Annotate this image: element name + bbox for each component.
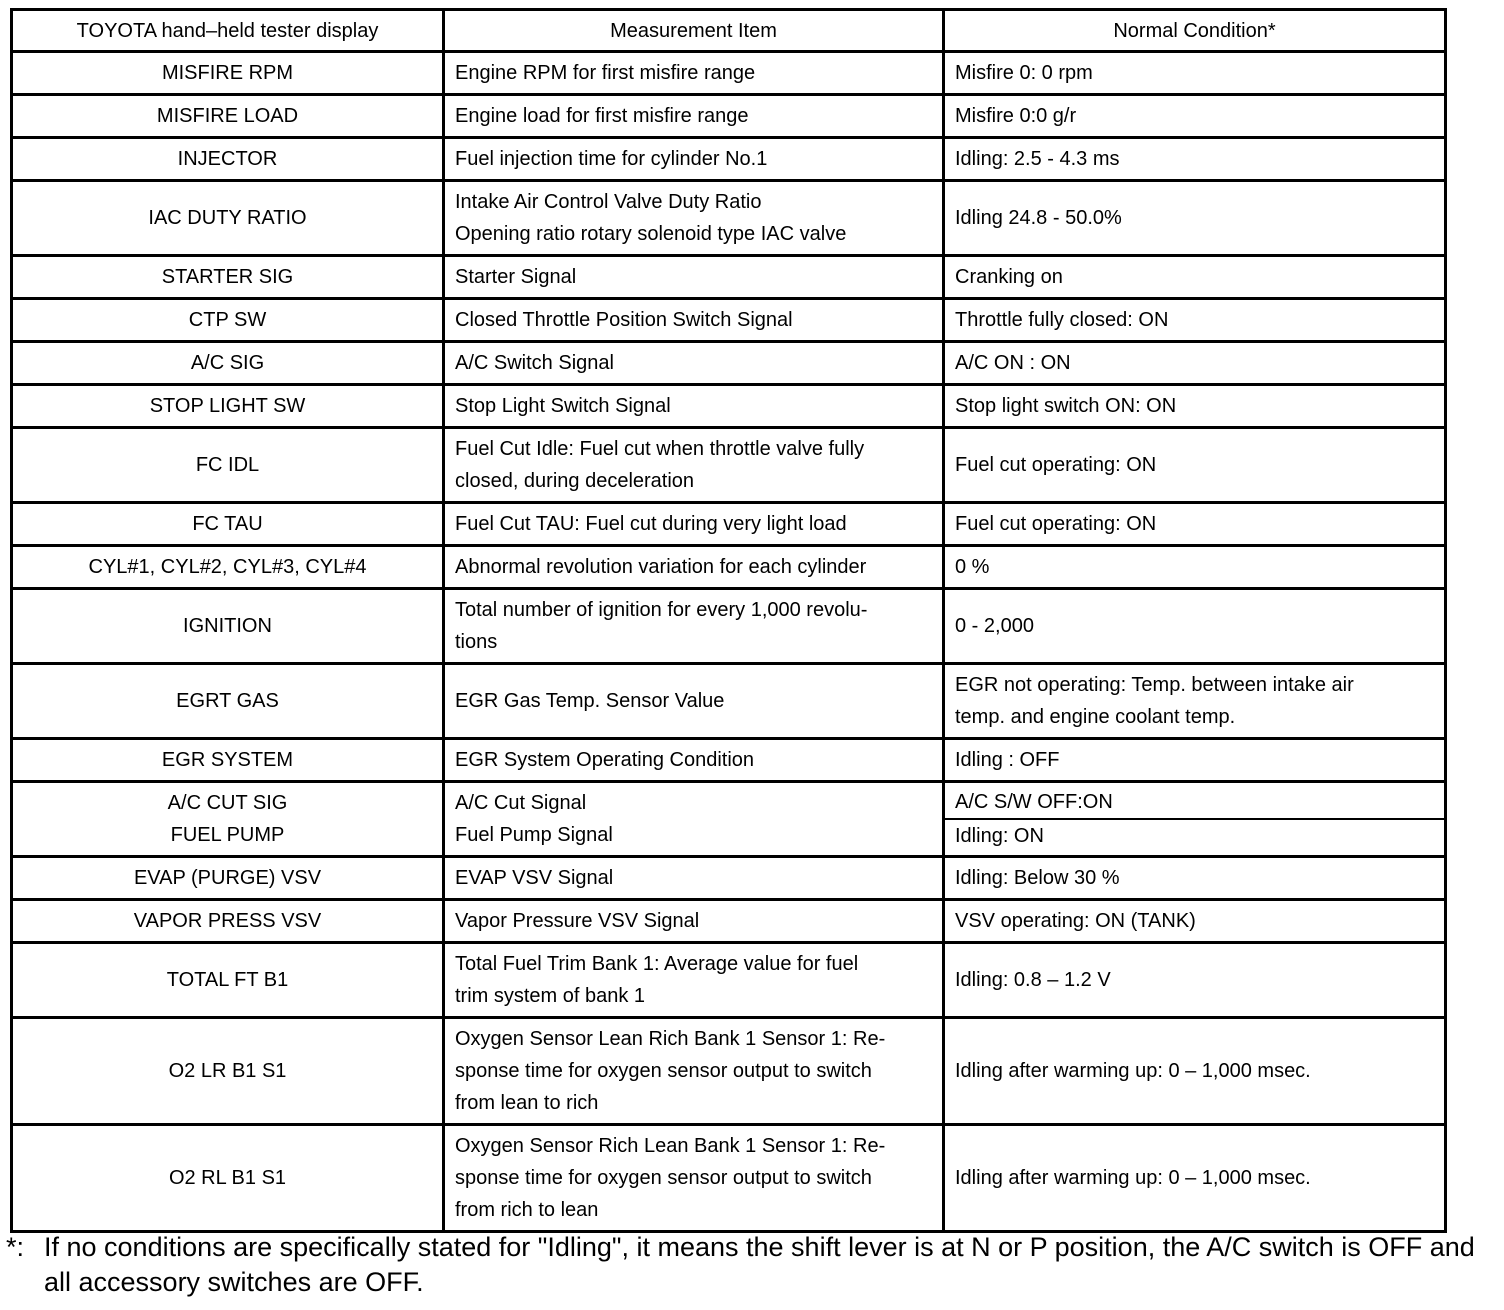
normal-condition-cell [944,589,1446,664]
cell-line: MISFIRE LOAD [156,105,299,127]
table-row [12,589,1446,664]
tester-display-cell [12,943,444,1018]
normal-condition-cell [944,138,1446,181]
cell-line: Stop light switch ON: ON [955,395,1177,417]
cell-line: EGRT GAS [176,690,279,712]
tester-display-cell [12,664,444,739]
cell-line: sponse time for oxygen sensor output to switch [455,1060,872,1082]
cell-line: CTP SW [188,309,267,331]
measurement-item-cell [444,385,944,428]
table-row [12,546,1446,589]
cell-line: Idling: ON [955,825,1044,847]
table-row [12,95,1446,138]
tester-display-cell [12,385,444,428]
tester-display-cell [12,256,444,299]
cell-line: EVAP VSV Signal [455,867,614,889]
cell-line: EVAP (PURGE) VSV [133,867,322,889]
header-tester-display: TOYOTA hand–held tester display [12,10,444,52]
cell-line: Idling after warming up: 0 – 1,000 msec. [955,1060,1311,1082]
cell-line: VSV operating: ON (TANK) [955,910,1196,932]
measurement-item-cell [444,1125,944,1232]
table-row [12,428,1446,503]
cell-line: trim system of bank 1 [455,985,646,1007]
footnote-marker: *: [6,1232,25,1262]
cell-line: CYL#1, CYL#2, CYL#3, CYL#4 [88,556,367,578]
cell-line: Idling 24.8 - 50.0% [955,207,1122,229]
table-row [12,52,1446,95]
cell-line: Fuel Cut Idle: Fuel cut when throttle valve fully [455,438,865,460]
measurement-item-cell [444,138,944,181]
measurement-item-cell [444,95,944,138]
table-row [12,900,1446,943]
table-row [12,503,1446,546]
cell-line: A/C ON : ON [955,352,1071,374]
normal-condition-cell [944,1125,1446,1232]
data-list-table [10,8,1447,1233]
cell-line: temp. and engine coolant temp. [955,706,1236,728]
cell-line: MISFIRE RPM [161,62,294,84]
measurement-item-cell [444,546,944,589]
measurement-item-cell [444,664,944,739]
cell-line: O2 LR B1 S1 [168,1060,287,1082]
measurement-item-cell [444,589,944,664]
measurement-item-cell [444,181,944,256]
cell-line: Idling after warming up: 0 – 1,000 msec. [955,1167,1311,1189]
cell-line: EGR SYSTEM [161,749,294,771]
cell-line: Fuel cut operating: ON [955,454,1157,476]
cell-line: FC TAU [192,513,263,535]
table-body [12,52,1446,1232]
measurement-item-cell [444,943,944,1018]
normal-condition-cell [944,299,1446,342]
table-row [12,1018,1446,1125]
cell-line: Oxygen Sensor Rich Lean Bank 1 Sensor 1: Re- [455,1135,886,1157]
table-row [12,857,1446,900]
measurement-item-cell [444,52,944,95]
normal-condition-cell [944,546,1446,589]
cell-line: Total Fuel Trim Bank 1: Average value for fuel [455,953,859,975]
measurement-item-cell [444,900,944,943]
cell-line: Idling: 2.5 - 4.3 ms [955,148,1120,170]
cell-line: Vapor Pressure VSV Signal [455,910,700,932]
normal-condition-cell [944,857,1446,900]
cell-line: Total number of ignition for every 1,000 revolu- [455,599,868,621]
measurement-item-cell [444,428,944,503]
table-row [12,138,1446,181]
cell-line: Idling: 0.8 – 1.2 V [955,969,1111,991]
cell-line: EGR Gas Temp. Sensor Value [455,690,725,712]
tester-display-cell [12,342,444,385]
table-row [12,342,1446,385]
tester-display-cell [12,546,444,589]
cell-line: from lean to rich [455,1092,599,1114]
normal-condition-cell [944,428,1446,503]
cell-line: A/C SIG [190,352,265,374]
header-normal-condition: Normal Condition* [944,10,1446,52]
cell-line: Engine RPM for first misfire range [455,62,756,84]
table-row [12,739,1446,782]
cell-line: EGR System Operating Condition [455,749,755,771]
cell-line: O2 RL B1 S1 [168,1167,287,1189]
cell-line: Idling: Below 30 % [955,867,1120,889]
cell-line: Starter Signal [455,266,577,288]
cell-line: IAC DUTY RATIO [148,207,307,229]
header-row [12,10,1446,52]
cell-line: Misfire 0:0 g/r [955,105,1077,127]
cell-line: Fuel Cut TAU: Fuel cut during very light load [455,513,847,535]
table-row [12,1125,1446,1232]
table-row [12,181,1446,256]
normal-condition-cell [944,664,1446,739]
table-row [12,385,1446,428]
tester-display-cell [12,1125,444,1232]
table-row [12,256,1446,299]
cell-line: Abnormal revolution variation for each cylinder [455,556,867,578]
cell-line: FC IDL [195,454,260,476]
header-measurement-item: Measurement Item [444,10,944,52]
tester-display-cell [12,138,444,181]
cell-line: STARTER SIG [161,266,294,288]
tester-display-cell [12,900,444,943]
normal-condition-cell [944,256,1446,299]
normal-condition-cell [944,181,1446,256]
cell-line: Closed Throttle Position Switch Signal [455,309,793,331]
normal-condition-cell [944,900,1446,943]
cell-line: IGNITION [183,615,272,637]
cell-line: A/C S/W OFF:ON [945,786,1444,820]
cell-line: Cranking on [955,266,1063,288]
cell-line: 0 - 2,000 [955,615,1034,637]
cell-line: sponse time for oxygen sensor output to switch [455,1167,872,1189]
cell-line: INJECTOR [177,148,278,170]
cell-line: A/C Switch Signal [455,352,614,374]
cell-line: Misfire 0: 0 rpm [955,62,1093,84]
footnote [6,1230,1496,1300]
cell-line: EGR not operating: Temp. between intake air [955,674,1354,696]
cell-line: from rich to lean [455,1199,599,1221]
cell-line: Oxygen Sensor Lean Rich Bank 1 Sensor 1: Re- [455,1028,886,1050]
measurement-item-cell [444,857,944,900]
normal-condition-cell [944,52,1446,95]
cell-line: Stop Light Switch Signal [455,395,671,417]
tester-display-cell [12,52,444,95]
normal-condition-cell [944,503,1446,546]
footnote-text: If no conditions are specifically stated for "Idling", it means the shift lever is at N or P position, the A/C switch is OFF and all accessory switches are OFF. [44,1232,1475,1297]
tester-display-cell [12,589,444,664]
tester-display-cell [12,1018,444,1125]
measurement-item-cell [444,782,944,857]
normal-condition-cell [944,95,1446,138]
measurement-item-cell [444,739,944,782]
tester-display-cell [12,95,444,138]
cell-line: tions [455,631,498,653]
table-row [12,943,1446,1018]
cell-line: A/C Cut Signal [455,792,587,814]
cell-line: A/C CUT SIG [167,792,288,814]
tester-display-cell [12,739,444,782]
normal-condition-cell [944,782,1446,857]
cell-line: Idling : OFF [955,749,1060,771]
table-row [12,664,1446,739]
tester-display-cell [12,428,444,503]
measurement-item-cell [444,1018,944,1125]
measurement-item-cell [444,256,944,299]
tester-display-cell [12,503,444,546]
table-row [12,299,1446,342]
cell-line: Fuel Pump Signal [455,824,613,846]
cell-line: Engine load for first misfire range [455,105,749,127]
tester-display-cell [12,299,444,342]
cell-line: STOP LIGHT SW [149,395,306,417]
tester-display-cell [12,782,444,857]
measurement-item-cell [444,342,944,385]
cell-line: FUEL PUMP [170,824,285,846]
cell-line: Intake Air Control Valve Duty Ratio [455,191,762,213]
tester-display-cell [12,181,444,256]
cell-line: Throttle fully closed: ON [955,309,1169,331]
cell-line: TOTAL FT B1 [166,969,289,991]
normal-condition-cell [944,1018,1446,1125]
table-row [12,782,1446,857]
cell-line: Fuel injection time for cylinder No.1 [455,148,768,170]
cell-line: Opening ratio rotary solenoid type IAC valve [455,223,847,245]
cell-line: closed, during deceleration [455,470,695,492]
normal-condition-cell [944,739,1446,782]
tester-display-cell [12,857,444,900]
cell-line: VAPOR PRESS VSV [133,910,322,932]
measurement-item-cell [444,503,944,546]
normal-condition-cell [944,385,1446,428]
normal-condition-cell [944,342,1446,385]
normal-condition-cell [944,943,1446,1018]
measurement-item-cell [444,299,944,342]
cell-line: Fuel cut operating: ON [955,513,1157,535]
cell-line: 0 % [955,556,990,578]
